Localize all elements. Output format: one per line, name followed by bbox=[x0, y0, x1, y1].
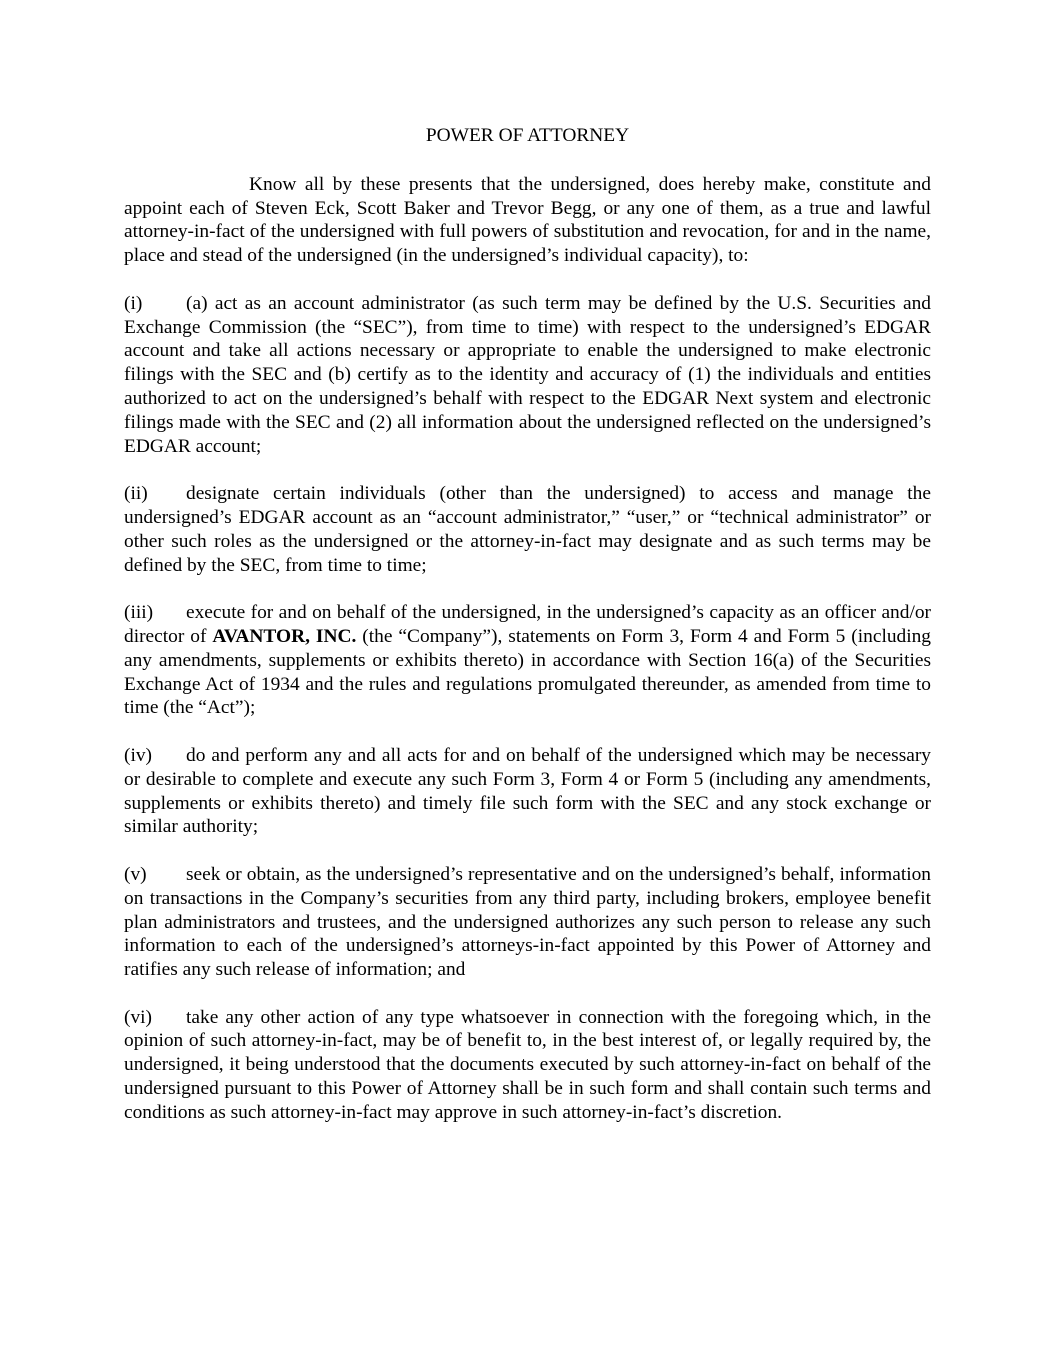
clause-text: designate certain individuals (other than the undersigned) to access and manage the undersigned’s EDGAR account as an “account administrator,” “user,” or “technical administrator” or other such roles as the undersigned or the attorney-in-fact may designate and as such terms may be defined by the SEC, from time to time; bbox=[124, 483, 931, 576]
clause-number: (i) bbox=[124, 292, 143, 314]
clause-ii bbox=[124, 482, 931, 577]
clause-iv bbox=[124, 744, 931, 839]
clause-text: (a) act as an account administrator (as such term may be defined by the U.S. Securities and Exchange Commission (the “SEC”), from time to time) with respect to the undersigned’s EDGAR account and take all actions necessary or appropriate to enable the undersigned to make electronic filings with the SEC and (b) certify as to the identity and accuracy of (1) the individuals and entities authorized to act on the undersigned’s behalf with respect to the EDGAR Next system and electronic filings made with the SEC and (2) all information about the undersigned reflected on the undersigned’s EDGAR account; bbox=[124, 292, 931, 457]
clause-text: do and perform any and all acts for and on behalf of the undersigned which may be necessary or desirable to complete and execute any such Form 3, Form 4 or Form 5 (including any amendments, supplements or exhibits thereto) and timely file such form with the SEC and any stock exchange or similar authority; bbox=[124, 744, 931, 838]
clause-i bbox=[124, 292, 931, 459]
clause-number: (vi) bbox=[124, 1006, 152, 1028]
clause-number: (iv) bbox=[124, 744, 152, 766]
clause-number: (v) bbox=[124, 863, 147, 885]
clause-vi bbox=[124, 1006, 931, 1125]
document-title: POWER OF ATTORNEY bbox=[425, 125, 630, 146]
clause-iii bbox=[124, 601, 931, 720]
clause-text: take any other action of any type whatsoever in connection with the foregoing which, in the opinion of such attorney-in-fact, may be of benefit to, in the best interest of, or legally required by, the undersigned, it being understood that the documents executed by such attorney-in-fact on behalf of the undersigned pursuant to this Power of Attorney shall be in such form and shall contain such terms and conditions as such attorney-in-fact may approve in such attorney-in-fact’s discretion. bbox=[124, 1006, 931, 1123]
clause-number: (ii) bbox=[124, 483, 148, 505]
clause-text-after-company: (the “Company”), statements on Form 3, Form 4 and Form 5 (including any amendments, supplements or exhibits thereto) in accordance with Section 16(a) of the Securities Exchange Act of 1934 and the rules and regulations promulgated thereunder, as amended from time to time (the “Act”); bbox=[124, 625, 931, 719]
clause-text: seek or obtain, as the undersigned’s representative and on the undersigned’s behalf, information on transactions in the Company’s securities from any third party, including brokers, employee benefit plan administrators and trustees, and the undersigned authorizes any such person to release any such information to each of the undersigned’s attorneys-in-fact appointed by this Power of Attorney and ratifies any such release of information; and bbox=[124, 863, 931, 981]
company-name: AVANTOR, INC. bbox=[212, 625, 357, 647]
intro-paragraph: Know all by these presents that the undersigned, does hereby make, constitute and appoint each of Steven Eck, Scott Baker and Trevor Begg, or any one of them, as a true and lawful attorney-in-fact of the undersigned with full powers of substitution and revocation, for and in the name, place and stead of the undersigned (in the undersigned’s individual capacity), to: bbox=[124, 173, 931, 267]
clause-text-before-company: execute for and on behalf of the undersigned, in the undersigned’s capacity as an officer and/or director of bbox=[124, 602, 931, 647]
document-body bbox=[124, 124, 931, 1125]
clause-number: (iii) bbox=[124, 602, 154, 624]
clause-v bbox=[124, 863, 931, 982]
